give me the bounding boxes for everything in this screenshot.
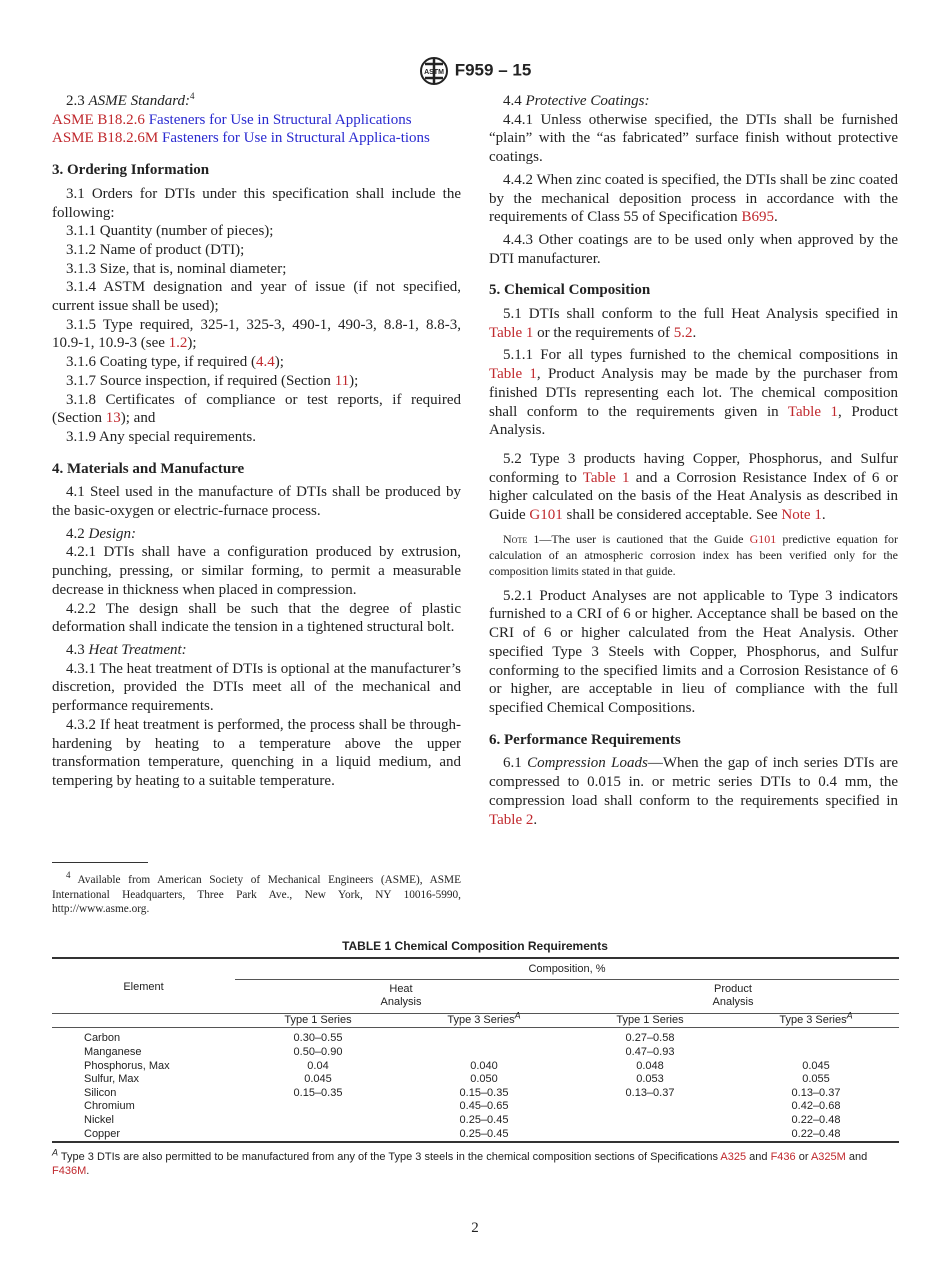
text-run: 3.1.2 Name of product (DTI); (66, 241, 245, 258)
paragraph (489, 231, 898, 268)
text-run: 4.4.2 When zinc coated is specified, the DTIs shall be zinc coated by the mechanical deposition process in accordance with the requirements of Class 55 of Specification (489, 171, 898, 226)
value-cell: 0.45–0.65 (459, 1100, 509, 1113)
paragraph (489, 754, 898, 829)
paragraph (489, 305, 898, 342)
footnote-4 (52, 870, 461, 917)
cross-reference-link[interactable]: G101 (749, 531, 777, 546)
text-run: and (845, 1151, 868, 1163)
text-run: Type 3 DTIs are also permitted to be manufactured from any of the Type 3 steels in the chemical composition sections of Specifications (58, 1151, 721, 1163)
product-analysis-header: Product Analysis (712, 982, 754, 1009)
text-run: 1—The user is cautioned that the Guide (527, 531, 750, 546)
text-run: 3.1.5 Type required, 325-1, 325-3, 490-1, 490-3, 8.8-1, 8.8-3, 10.9-1, 10.9-3 (see (52, 316, 461, 352)
text-run: Heat Treatment: (88, 641, 187, 658)
text-run: 4.2.2 The design shall be such that the degree of plastic deformation shall indicate the tension in a tightened structural bolt. (52, 600, 461, 636)
text-run: 6. Performance Requirements (489, 731, 681, 748)
text-run: 3.1.8 Certificates of compliance or test reports, if required (Section (52, 391, 461, 427)
value-cell: 0.22–0.48 (791, 1113, 841, 1126)
element-cell: Manganese (84, 1045, 142, 1058)
text-run: Protective Coatings: (525, 93, 650, 109)
composition-header: Composition, % (235, 958, 899, 979)
right-column (489, 92, 898, 829)
text-run: 4.4 (503, 93, 526, 109)
value-cell: 0.13–0.37 (791, 1086, 841, 1099)
table-row (52, 1073, 899, 1087)
value-cell: 0.055 (802, 1073, 830, 1086)
text-run: 4.2.1 DTIs shall have a configuration produced by extrusion, punching, pressing, or similar forming, to permit a measurable decrease in thickness when placed in compression. (52, 544, 461, 598)
table-footnote (52, 1147, 902, 1178)
cross-reference-link[interactable]: Table 1 (582, 469, 630, 486)
cross-reference-link[interactable]: B695 (741, 209, 774, 226)
paragraph (52, 641, 461, 660)
table-row (52, 1087, 899, 1101)
text-run: 3.1.1 Quantity (number of pieces); (66, 223, 274, 240)
text-run: 4.3 (66, 641, 89, 658)
svg-text:ASTM: ASTM (423, 69, 444, 76)
page-header (0, 56, 950, 86)
text-run: Available from American Society of Mechanical Engineers (ASME), ASME International Headquarters, Three Park Ave., New York, NY 10016-5990, http://www.asme.org. (52, 874, 461, 915)
paragraph (52, 483, 461, 520)
text-run: 5. Chemical Composition (489, 282, 651, 299)
text-run: and (746, 1151, 771, 1163)
cross-reference-link[interactable]: F436M (52, 1165, 87, 1177)
cross-reference-link[interactable]: ASME B18.2.6M (52, 130, 159, 147)
cross-reference-link[interactable]: A325M (810, 1151, 846, 1163)
cross-reference-link[interactable]: F436 (770, 1151, 796, 1163)
note (489, 531, 898, 579)
text-run: —When the gap of inch series DTIs are compressed to 0.015 in. or metric series DTIs to 0.4 mm, the compression load shall conform to the requirements specified in (489, 755, 898, 809)
section-heading (489, 281, 898, 300)
cross-reference-link[interactable]: Table 1 (489, 366, 537, 383)
value-cell (401, 1046, 567, 1060)
left-column (52, 92, 461, 791)
value-cell (235, 1128, 401, 1143)
table-row (52, 1114, 899, 1128)
text-run: , Product Analysis may be made by the purchaser from finished DTIs representing each lot. The chemical composition shall conform to the requirements given in (489, 366, 898, 420)
text-run: 5.1.1 For all types furnished to the chemical compositions in (503, 347, 898, 364)
value-cell (567, 1128, 733, 1143)
section-heading (489, 731, 898, 750)
paragraph (52, 278, 461, 315)
text-run: Compression Loads (527, 755, 648, 772)
text-run: . (86, 1165, 90, 1177)
value-cell (733, 1028, 899, 1046)
cross-reference-link[interactable]: 13 (105, 410, 121, 427)
text-run: 6.1 (503, 755, 528, 772)
element-cell: Chromium (84, 1100, 135, 1113)
value-cell: 0.42–0.68 (791, 1100, 841, 1113)
value-cell: 0.040 (470, 1059, 498, 1072)
value-cell: 0.15–0.35 (293, 1086, 343, 1099)
text-run: 3.1.6 Coating type, if required ( (66, 354, 256, 371)
text-run: . (533, 811, 538, 828)
section-heading (52, 161, 461, 180)
paragraph (52, 92, 461, 111)
paragraph (52, 543, 461, 599)
paragraph (52, 525, 461, 544)
table-row (52, 1100, 899, 1114)
reference-entry (52, 111, 461, 130)
text-run: . (773, 209, 778, 226)
value-cell (401, 1028, 567, 1046)
value-cell: 0.048 (636, 1059, 664, 1072)
text-run: . (821, 507, 826, 524)
paragraph (52, 372, 461, 391)
section-heading (52, 460, 461, 479)
paragraph (52, 600, 461, 637)
text-run: 3. Ordering Information (52, 162, 210, 179)
value-cell: 0.045 (304, 1073, 332, 1086)
paragraph (52, 353, 461, 372)
text-run: 4.4.1 Unless otherwise specified, the DTIs shall be furnished “plain” with the “as fabricated” surface finish without protective coatings. (489, 111, 898, 166)
text-run: ); and (120, 410, 156, 427)
text-run: 2.3 (66, 93, 89, 109)
paragraph (52, 241, 461, 260)
text-run: 3.1.9 Any special requirements. (66, 428, 256, 445)
cross-reference-link[interactable]: Table 1 (489, 324, 534, 341)
text-run: Note (503, 531, 528, 546)
element-cell: Phosphorus, Max (84, 1059, 170, 1072)
paragraph (52, 316, 461, 353)
designation: F959 – 15 (454, 60, 532, 80)
cross-reference-link[interactable]: Table 2 (489, 811, 534, 828)
text-run: 4.3.2 If heat treatment is performed, the process shall be through-hardening by heating to a temperature above the upper transformation temperature, quenching in a liquid medium, and tempering by heating to a suitable temperature. (52, 716, 461, 789)
paragraph (489, 111, 898, 167)
value-cell (733, 1046, 899, 1060)
value-cell: 0.13–0.37 (625, 1086, 675, 1099)
value-cell: 0.053 (636, 1073, 664, 1086)
reference-title-link[interactable]: Fasteners for Use in Structural Applications (144, 111, 412, 128)
text-run: shall be considered acceptable. See (562, 507, 782, 524)
superscript: 4 (66, 870, 71, 881)
paragraph (52, 222, 461, 241)
value-cell: 0.22–0.48 (791, 1127, 841, 1140)
reference-entry (52, 129, 461, 148)
text-run: 5.2.1 Product Analyses are not applicable to Type 3 indicators furnished to a CRI of 6 or higher. Acceptance shall be based on the CRI of 6 or higher calculated from the Heat Analysis. Other specified Type 3 Steels with Copper, Phosphorus, and Sulfur conforming to the specified limits and a Corrosion Resistance of 6 or higher, are acceptable in lieu of compliance with the full specified Chemical Compositions. (489, 587, 898, 716)
cross-reference-link[interactable]: 5.2 (673, 324, 693, 341)
cross-reference-link[interactable]: G101 (529, 507, 563, 524)
text-run: and a Corrosion Resistance Index of 6 or higher calculated on the basis of the Heat Analysis as described in Guide (489, 469, 898, 524)
cross-reference-link[interactable]: ASME B18.2.6 (52, 111, 145, 128)
text-run: 3.1.4 ASTM designation and year of issue (if not specified, current issue shall be used); (52, 279, 461, 315)
text-run: predictive equation for calculation of an atmospheric corrosion index has been verified only for the composition limits stated in that guide. (489, 531, 899, 578)
footnote-divider (52, 862, 148, 863)
table-row (52, 1128, 899, 1143)
text-run: 4.3.1 The heat treatment of DTIs is optional at the manufacturer’s discretion, provided the DTIs meet all of the mechanical and performance requirements. (52, 660, 461, 715)
text-run: ); (274, 354, 284, 371)
chemical-composition-table (52, 957, 899, 1143)
value-cell: 0.050 (470, 1073, 498, 1086)
heat-analysis-header: Heat Analysis (380, 982, 422, 1009)
element-cell: Copper (84, 1127, 121, 1140)
paragraph (489, 450, 898, 525)
text-run: 3.1.7 Source inspection, if required (Section (66, 372, 335, 389)
text-run: 3.1 Orders for DTIs under this specification shall include the following: (52, 185, 461, 221)
value-cell: 0.04 (307, 1059, 329, 1072)
value-cell: 0.25–0.45 (459, 1113, 509, 1126)
cross-reference-link[interactable]: 11 (334, 372, 350, 389)
text-run: 3.1.3 Size, that is, nominal diameter; (66, 260, 287, 277)
page-number: 2 (471, 1220, 479, 1236)
paragraph (52, 716, 461, 791)
element-cell: Carbon (84, 1032, 121, 1045)
superscript: 4 (190, 91, 195, 101)
table-row (52, 1060, 899, 1074)
text-run: , Product Analysis. (489, 403, 898, 439)
text-run: ); (349, 372, 359, 389)
element-cell: Silicon (84, 1086, 117, 1099)
superscript: A (52, 1147, 59, 1158)
cross-reference-link[interactable]: A325 (720, 1151, 747, 1163)
paragraph (489, 171, 898, 227)
text-run: Design: (88, 525, 136, 542)
sub-header: Type 1 Series (616, 1013, 684, 1026)
paragraph (52, 260, 461, 279)
paragraph (52, 428, 461, 447)
text-run: 4. Materials and Manufacture (52, 460, 245, 477)
cross-reference-link[interactable]: Note 1 (781, 507, 822, 524)
table-title: TABLE 1 Chemical Composition Requirements (342, 939, 608, 953)
paragraph (489, 587, 898, 718)
table-row (52, 1046, 899, 1060)
value-cell (235, 1114, 401, 1128)
cross-reference-link[interactable]: Table 1 (787, 403, 839, 420)
value-cell (567, 1114, 733, 1128)
text-run: ); (187, 335, 197, 352)
value-cell: 0.30–0.55 (293, 1032, 343, 1045)
text-run: 4.1 Steel used in the manufacture of DTIs shall be produced by the basic-oxygen or electric-furnace process. (52, 484, 461, 520)
element-cell: Sulfur, Max (84, 1073, 140, 1086)
table-row (52, 1028, 899, 1046)
sub-header: Type 3 Series$^A$ (447, 1010, 521, 1026)
paragraph (489, 346, 898, 440)
value-cell: 0.045 (802, 1059, 830, 1072)
cross-reference-link[interactable]: 1.2 (168, 335, 188, 352)
text-run: 5.2 Type 3 products having Copper, Phosphorus, and Sulfur conforming to (489, 450, 898, 486)
text-run: . (692, 324, 697, 341)
cross-reference-link[interactable]: 4.4 (255, 354, 275, 371)
text-run: or (795, 1151, 811, 1163)
value-cell: 0.47–0.93 (625, 1045, 675, 1058)
text-run: 4.2 (66, 525, 89, 542)
value-cell (235, 1100, 401, 1114)
element-cell: Nickel (84, 1113, 114, 1126)
text-run: ASME Standard: (88, 93, 191, 109)
value-cell: 0.27–0.58 (625, 1032, 675, 1045)
text-run: or the requirements of (533, 324, 674, 341)
paragraph (489, 92, 898, 111)
paragraph (52, 660, 461, 716)
paragraph (52, 391, 461, 428)
value-cell: 0.15–0.35 (459, 1086, 509, 1099)
text-run: 4.4.3 Other coatings are to be used only when approved by the DTI manufacturer. (489, 231, 898, 267)
sub-header: Type 3 Series$^A$ (779, 1010, 853, 1026)
astm-logo-icon (419, 56, 449, 86)
sub-header: Type 1 Series (284, 1013, 352, 1026)
paragraph (52, 185, 461, 222)
value-cell (567, 1100, 733, 1114)
text-run: 5.1 DTIs shall conform to the full Heat Analysis specified in (503, 306, 898, 323)
value-cell: 0.50–0.90 (293, 1045, 343, 1058)
reference-title-link[interactable]: Fasteners for Use in Structural Applica-tions (158, 130, 430, 147)
element-header: Element (123, 981, 164, 994)
value-cell: 0.25–0.45 (459, 1127, 509, 1140)
